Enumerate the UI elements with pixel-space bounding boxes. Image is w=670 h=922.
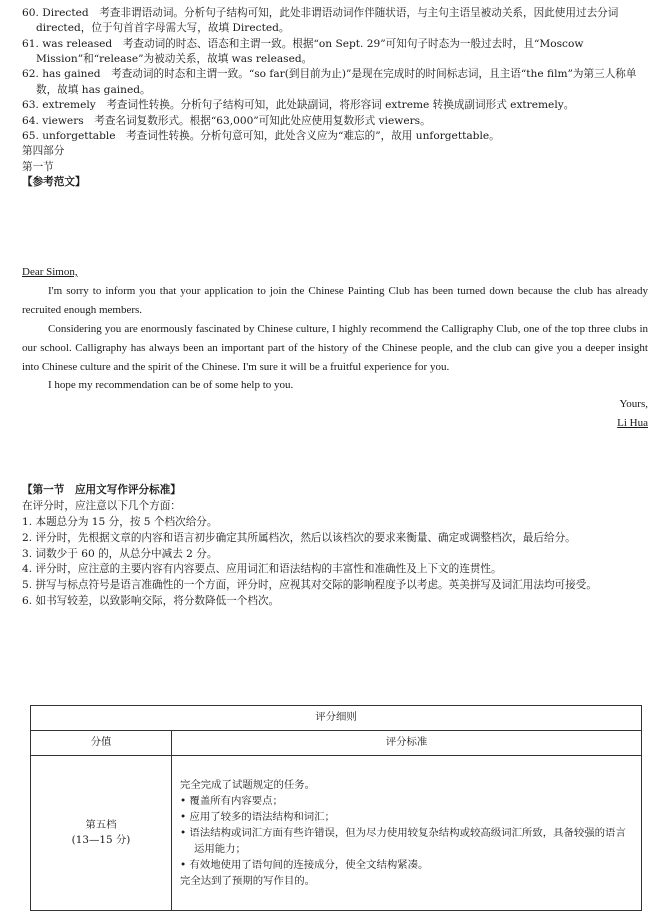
letter-paragraph: Considering you are enormously fascinated by Chinese culture, I highly recommend the Calligraphy Club, one of the top three clubs in our school. Calligraphy has always been an important part of the history of the Chinese people, and the club can give you a deeper insight into Chinese culture and the spirit of the Chinese. I'm sure it will be a fruitful experience for you. — [22, 322, 648, 373]
band-line: • 覆盖所有内容要点； — [180, 794, 283, 807]
column-header-score: 分值 — [31, 731, 172, 756]
criteria-item: 4. 评分时，应注意的主要内容有内容要点、应用词汇和语法结构的丰富性和准确性及上下文的连贯性。 — [22, 563, 502, 576]
scoring-criteria — [22, 483, 648, 610]
band-cell — [31, 756, 172, 911]
sample-letter — [22, 263, 648, 433]
band-line: 完全完成了试题规定的任务。 — [180, 778, 316, 791]
letter-closing: Yours, — [619, 398, 648, 411]
criteria-item: 1. 本题总分为 15 分，按 5 个档次给分。 — [22, 515, 218, 528]
answer-63: 63. extremely 考查词性转换。分析句子结构可知，此处缺副词，将形容词 extreme 转换成副词形式 extremely。 — [22, 99, 575, 112]
criteria-intro: 在评分时，应注意以下几个方面： — [22, 499, 181, 512]
letter-paragraph: I hope my recommendation can be of some help to you. — [48, 379, 294, 392]
answer-explanations — [22, 6, 648, 190]
sample-heading: 【参考范文】 — [22, 175, 86, 188]
letter-greeting: Dear Simon, — [22, 266, 78, 278]
band-line: 完全达到了预期的写作目的。 — [180, 875, 316, 888]
band-name: 第五档 — [85, 818, 117, 831]
criteria-item: 5. 拼写与标点符号是语言准确性的一个方面，评分时，应视其对交际的影响程度予以考虑。英美拼写及词汇用法均可接受。 — [22, 579, 597, 592]
criteria-heading: 【第一节 应用文写作评分标准】 — [22, 484, 181, 496]
band-range: (13—15 分) — [71, 834, 131, 846]
answer-60: 60. Directed 考查非谓语动词。分析句子结构可知，此处非谓语动词作伴随状语，与主句主语呈被动关系，因此使用过去分词 directed，位于句首首字母需大写，故填 Directed。 — [22, 7, 619, 35]
table-title: 评分细则 — [31, 706, 642, 731]
criteria-item: 3. 词数少于 60 的，从总分中减去 2 分。 — [22, 547, 218, 560]
section-heading: 第一节 — [22, 160, 54, 173]
part-heading: 第四部分 — [22, 145, 65, 158]
band-line: • 应用了较多的语法结构和词汇； — [180, 810, 335, 823]
letter-paragraph: I'm sorry to inform you that your application to join the Chinese Painting Club has been turned down because the club has already recruited enough members. — [22, 284, 648, 316]
scoring-table — [30, 705, 642, 911]
column-header-standard: 评分标准 — [172, 731, 642, 756]
answer-62: 62. has gained 考查动词的时态和主谓一致。“so far(到目前为止)”是现在完成时的时间标志词，且主语“the film”为第三人称单数，故填 has gained。 — [22, 68, 637, 96]
criteria-item: 6. 如书写较差，以致影响交际，将分数降低一个档次。 — [22, 595, 280, 608]
letter-signature: Li Hua — [617, 417, 648, 430]
criteria-item: 2. 评分时，先根据文章的内容和语言初步确定其所属档次，然后以该档次的要求来衡量、确定或调整档次，最后给分。 — [22, 531, 576, 544]
band-description — [172, 756, 642, 911]
band-line: • 有效地使用了语句间的连接成分，使全文结构紧凑。 — [180, 859, 429, 872]
answer-65: 65. unforgettable 考查词性转换。分析句意可知，此处含义应为“难忘的”，故用 unforgettable。 — [22, 129, 500, 142]
answer-61: 61. was released 考查动词的时态、语态和主谓一致。根据“on Sept. 29”可知句子时态为一般过去时，且“Moscow Mission”和“release”为被动关系，故填 was released。 — [22, 37, 584, 66]
answer-64: 64. viewers 考查名词复数形式。根据“63,000”可知此处应使用复数形式 viewers。 — [22, 114, 431, 127]
band-line: • 语法结构或词汇方面有些许错误，但为尽力使用较复杂结构或较高级词汇所致，具备较强的语言运用能力； — [180, 826, 626, 856]
